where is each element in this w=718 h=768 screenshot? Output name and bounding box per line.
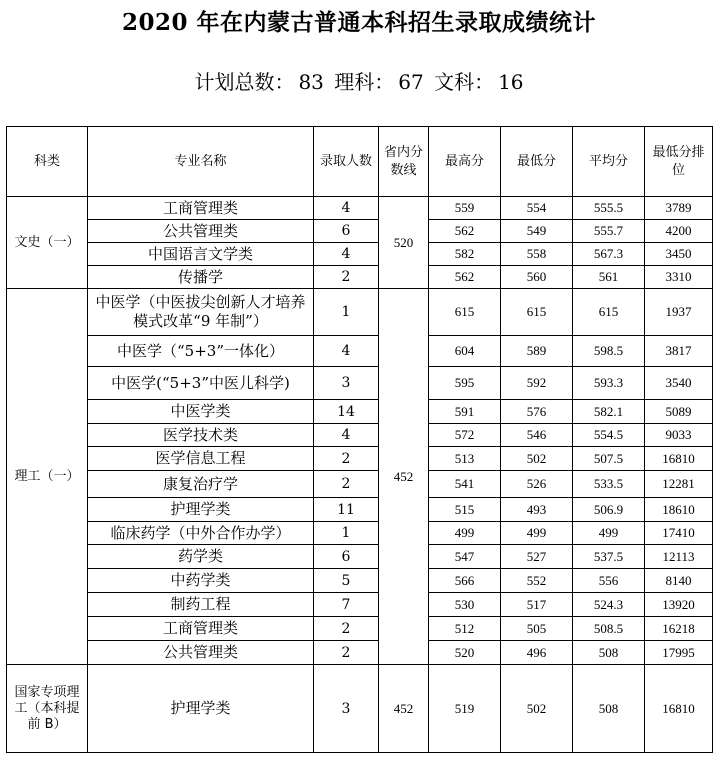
- major-cell: 中药学类: [88, 569, 314, 593]
- max-score-cell: 519: [429, 665, 501, 753]
- avg-score-cell: 508: [573, 665, 645, 753]
- rank-cell: 18610: [645, 498, 713, 522]
- table-row: [7, 569, 713, 593]
- admitted-cell: 7: [314, 593, 379, 617]
- major-cell: 药学类: [88, 545, 314, 569]
- major-cell: 工商管理类: [88, 617, 314, 641]
- max-score-cell: 595: [429, 367, 501, 400]
- table-row: [7, 498, 713, 522]
- rank-cell: 3450: [645, 243, 713, 266]
- table-row: [7, 220, 713, 243]
- major-cell: 医学信息工程: [88, 447, 314, 471]
- science-total: 67: [398, 70, 424, 94]
- major-cell: 中医学类: [88, 400, 314, 424]
- min-score-cell: 502: [501, 447, 573, 471]
- admitted-cell: 4: [314, 424, 379, 447]
- major-cell: 工商管理类: [88, 197, 314, 220]
- arts-label: 文科：: [434, 70, 495, 94]
- min-score-cell: 576: [501, 400, 573, 424]
- min-score-cell: 505: [501, 617, 573, 641]
- max-score-cell: 572: [429, 424, 501, 447]
- max-score-cell: 541: [429, 471, 501, 498]
- avg-score-cell: 593.3: [573, 367, 645, 400]
- avg-score-cell: 556: [573, 569, 645, 593]
- max-score-cell: 530: [429, 593, 501, 617]
- max-score-cell: 513: [429, 447, 501, 471]
- max-score-cell: 562: [429, 266, 501, 289]
- admitted-cell: 2: [314, 266, 379, 289]
- min-score-cell: 592: [501, 367, 573, 400]
- min-score-cell: 499: [501, 522, 573, 545]
- plan-total: 83: [298, 70, 324, 94]
- admitted-cell: 3: [314, 367, 379, 400]
- table-row: [7, 197, 713, 220]
- major-cell: 中国语言文学类: [88, 243, 314, 266]
- category-cell: 文史（一）: [7, 197, 88, 289]
- header-min: 最低分: [501, 127, 573, 197]
- avg-score-cell: 555.5: [573, 197, 645, 220]
- rank-cell: 8140: [645, 569, 713, 593]
- table-body: [7, 197, 713, 753]
- rank-cell: 9033: [645, 424, 713, 447]
- table-row: [7, 400, 713, 424]
- max-score-cell: 604: [429, 336, 501, 367]
- summary-line: [0, 66, 718, 95]
- rank-cell: 3310: [645, 266, 713, 289]
- admitted-cell: 1: [314, 289, 379, 336]
- avg-score-cell: 598.5: [573, 336, 645, 367]
- header-avg: 平均分: [573, 127, 645, 197]
- avg-score-cell: 506.9: [573, 498, 645, 522]
- header-major: 专业名称: [88, 127, 314, 197]
- min-score-cell: 526: [501, 471, 573, 498]
- admitted-cell: 6: [314, 545, 379, 569]
- table-row: [7, 641, 713, 665]
- avg-score-cell: 508: [573, 641, 645, 665]
- avg-score-cell: 508.5: [573, 617, 645, 641]
- max-score-cell: 615: [429, 289, 501, 336]
- avg-score-cell: 582.1: [573, 400, 645, 424]
- table-row: [7, 447, 713, 471]
- header-rank: 最低分排位: [645, 127, 713, 197]
- admitted-cell: 4: [314, 243, 379, 266]
- max-score-cell: 559: [429, 197, 501, 220]
- min-score-cell: 496: [501, 641, 573, 665]
- major-cell: 护理学类: [88, 665, 314, 753]
- score-line-cell: 520: [379, 197, 429, 289]
- rank-cell: 16218: [645, 617, 713, 641]
- max-score-cell: 547: [429, 545, 501, 569]
- major-cell: 公共管理类: [88, 641, 314, 665]
- avg-score-cell: 507.5: [573, 447, 645, 471]
- min-score-cell: 558: [501, 243, 573, 266]
- header-admitted: 录取人数: [314, 127, 379, 197]
- score-line-cell: 452: [379, 289, 429, 665]
- page-title: 2020 年在内蒙古普通本科招生录取成绩统计: [121, 9, 597, 36]
- rank-cell: 12113: [645, 545, 713, 569]
- admitted-cell: 14: [314, 400, 379, 424]
- min-score-cell: 527: [501, 545, 573, 569]
- max-score-cell: 566: [429, 569, 501, 593]
- max-score-cell: 562: [429, 220, 501, 243]
- major-cell: 中医学（“5+3”一体化）: [88, 336, 314, 367]
- min-score-cell: 560: [501, 266, 573, 289]
- avg-score-cell: 524.3: [573, 593, 645, 617]
- max-score-cell: 515: [429, 498, 501, 522]
- min-score-cell: 552: [501, 569, 573, 593]
- avg-score-cell: 555.7: [573, 220, 645, 243]
- max-score-cell: 499: [429, 522, 501, 545]
- science-label: 理科：: [334, 70, 395, 94]
- header-category: 科类: [7, 127, 88, 197]
- min-score-cell: 517: [501, 593, 573, 617]
- rank-cell: 5089: [645, 400, 713, 424]
- table-row: [7, 367, 713, 400]
- admitted-cell: 2: [314, 447, 379, 471]
- avg-score-cell: 499: [573, 522, 645, 545]
- rank-cell: 17995: [645, 641, 713, 665]
- plan-label: 计划总数：: [194, 70, 295, 94]
- table-row: [7, 336, 713, 367]
- table-row: [7, 289, 713, 336]
- table-row: [7, 471, 713, 498]
- rank-cell: 4200: [645, 220, 713, 243]
- rank-cell: 3789: [645, 197, 713, 220]
- rank-cell: 13920: [645, 593, 713, 617]
- admitted-cell: 2: [314, 617, 379, 641]
- major-cell: 医学技术类: [88, 424, 314, 447]
- max-score-cell: 582: [429, 243, 501, 266]
- rank-cell: 12281: [645, 471, 713, 498]
- admitted-cell: 2: [314, 641, 379, 665]
- arts-total: 16: [498, 70, 524, 94]
- major-cell: 临床药学（中外合作办学）: [88, 522, 314, 545]
- table-row: [7, 593, 713, 617]
- admission-score-table: [6, 126, 713, 753]
- admitted-cell: 3: [314, 665, 379, 753]
- major-cell: 中医学（中医拔尖创新人才培养模式改革“9 年制”）: [88, 289, 314, 336]
- header-max: 最高分: [429, 127, 501, 197]
- avg-score-cell: 533.5: [573, 471, 645, 498]
- score-line-cell: 452: [379, 665, 429, 753]
- admitted-cell: 4: [314, 197, 379, 220]
- major-cell: 制药工程: [88, 593, 314, 617]
- header-line: 省内分数线: [379, 127, 429, 197]
- min-score-cell: 546: [501, 424, 573, 447]
- max-score-cell: 591: [429, 400, 501, 424]
- major-cell: 传播学: [88, 266, 314, 289]
- avg-score-cell: 561: [573, 266, 645, 289]
- rank-cell: 16810: [645, 665, 713, 753]
- min-score-cell: 554: [501, 197, 573, 220]
- table-header-row: [7, 127, 713, 197]
- admitted-cell: 11: [314, 498, 379, 522]
- major-cell: 公共管理类: [88, 220, 314, 243]
- rank-cell: 3540: [645, 367, 713, 400]
- max-score-cell: 520: [429, 641, 501, 665]
- avg-score-cell: 554.5: [573, 424, 645, 447]
- avg-score-cell: 567.3: [573, 243, 645, 266]
- min-score-cell: 589: [501, 336, 573, 367]
- rank-cell: 17410: [645, 522, 713, 545]
- table-row: [7, 665, 713, 753]
- major-cell: 康复治疗学: [88, 471, 314, 498]
- admitted-cell: 6: [314, 220, 379, 243]
- rank-cell: 3817: [645, 336, 713, 367]
- admitted-cell: 1: [314, 522, 379, 545]
- rank-cell: 1937: [645, 289, 713, 336]
- table-row: [7, 266, 713, 289]
- table-row: [7, 617, 713, 641]
- major-cell: 护理学类: [88, 498, 314, 522]
- admitted-cell: 5: [314, 569, 379, 593]
- admitted-cell: 2: [314, 471, 379, 498]
- min-score-cell: 493: [501, 498, 573, 522]
- table-row: [7, 545, 713, 569]
- admitted-cell: 4: [314, 336, 379, 367]
- table-row: [7, 424, 713, 447]
- avg-score-cell: 615: [573, 289, 645, 336]
- avg-score-cell: 537.5: [573, 545, 645, 569]
- min-score-cell: 549: [501, 220, 573, 243]
- min-score-cell: 502: [501, 665, 573, 753]
- category-cell: 理工（一）: [7, 289, 88, 665]
- rank-cell: 16810: [645, 447, 713, 471]
- table-row: [7, 243, 713, 266]
- min-score-cell: 615: [501, 289, 573, 336]
- major-cell: 中医学(“5+3”中医儿科学): [88, 367, 314, 400]
- table-row: [7, 522, 713, 545]
- max-score-cell: 512: [429, 617, 501, 641]
- category-cell: 国家专项理工（本科提前 B）: [7, 665, 88, 753]
